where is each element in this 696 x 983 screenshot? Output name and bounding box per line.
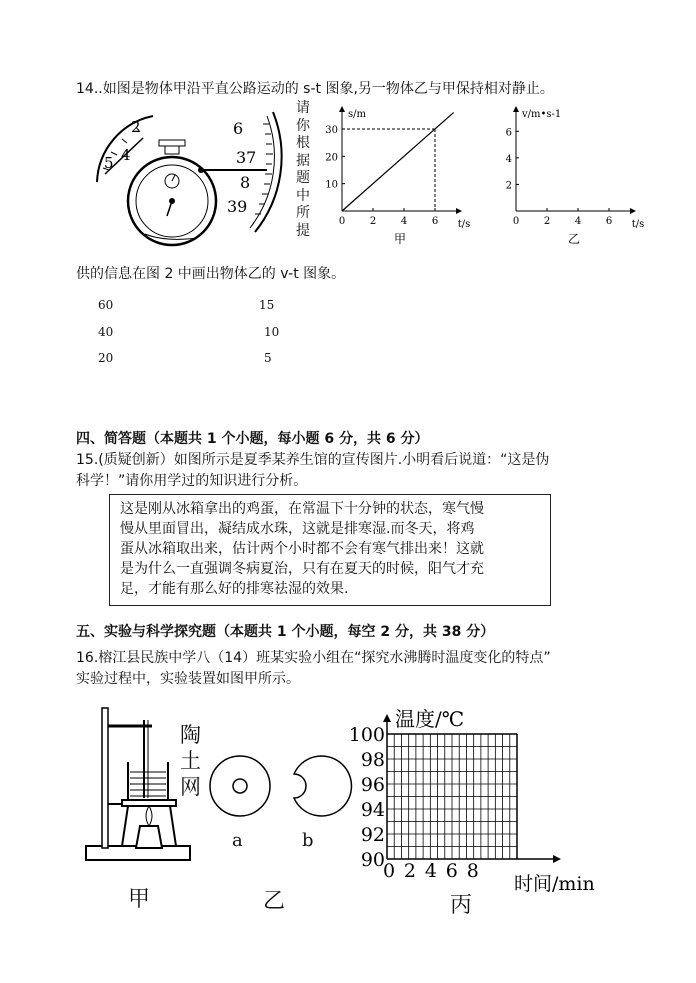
y-axis-arrow bbox=[383, 714, 391, 722]
minute-label-4: 4 bbox=[121, 146, 131, 164]
label-a: a bbox=[232, 830, 243, 851]
q16-line2: 实验过程中，实验装置如图甲所示。 bbox=[76, 671, 300, 687]
table-cell: 5 bbox=[264, 351, 272, 365]
caption-yi: 乙 bbox=[263, 889, 286, 914]
q14-line2: 供的信息在图 2 中画出物体乙的 v-t 图象。 bbox=[76, 266, 346, 282]
x-tick-label: 6 bbox=[605, 216, 613, 227]
second-label-6: 6 bbox=[233, 119, 244, 138]
box-line: 是为什么一直强调冬病夏治，只有在夏天的时候，阳气才充 bbox=[120, 561, 484, 577]
y-tick-label: 90 bbox=[360, 849, 385, 871]
y-tick-label: 20 bbox=[325, 152, 338, 164]
table-cell: 20 bbox=[98, 351, 114, 365]
y-axis-label: s/m bbox=[348, 109, 366, 120]
vertical-char: 提 bbox=[296, 222, 310, 239]
bubble-diagrams bbox=[208, 752, 348, 824]
vertical-char: 所 bbox=[296, 205, 310, 221]
y-tick-label: 10 bbox=[325, 179, 338, 191]
x-tick-label: 6 bbox=[431, 216, 439, 227]
y-tick-label: 30 bbox=[325, 124, 338, 136]
x-tick-label: 2 bbox=[369, 216, 377, 227]
y-axis-label: v/m•s-1 bbox=[522, 109, 562, 120]
chart-v-t bbox=[496, 104, 645, 250]
x-tick-label: 0 bbox=[338, 216, 346, 227]
second-label-8: 8 bbox=[240, 173, 251, 192]
y-axis-label: 温度/℃ bbox=[395, 707, 465, 731]
section5-heading: 五、实验与科学探究题（本题共 1 个小题，每空 2 分，共 38 分） bbox=[76, 624, 495, 640]
box-line: 足，才能有那么好的排寒祛湿的效果. bbox=[120, 581, 349, 597]
vertical-char: 请 bbox=[296, 100, 310, 116]
y-axis-arrow bbox=[513, 106, 519, 112]
chart-s-t bbox=[322, 104, 474, 250]
q14-vertical-text bbox=[294, 100, 312, 240]
data-line bbox=[342, 129, 435, 211]
caption-bing: 丙 bbox=[450, 893, 473, 918]
vertical-char: 你 bbox=[296, 117, 310, 134]
label-char: 陶 bbox=[180, 723, 201, 747]
y-tick-label: 4 bbox=[505, 153, 512, 165]
q15-line2: 科学！”请你用学过的知识进行分析。 bbox=[76, 473, 308, 489]
chart-caption: 乙 bbox=[567, 232, 581, 246]
y-tick-label: 2 bbox=[505, 180, 512, 192]
y-tick-label: 98 bbox=[360, 749, 385, 771]
y-tick-label: 96 bbox=[360, 774, 385, 796]
caption-jia: 甲 bbox=[128, 887, 151, 912]
vertical-char: 根 bbox=[296, 135, 310, 151]
x-tick-label: 0 bbox=[382, 860, 396, 882]
x-axis-label: t/s bbox=[457, 219, 471, 230]
chart-caption: 甲 bbox=[393, 232, 407, 246]
label-char: 网 bbox=[180, 775, 201, 799]
label-char: 土 bbox=[180, 749, 201, 773]
x-tick-label: 4 bbox=[424, 860, 437, 882]
box-line: 这是刚从冰箱拿出的鸡蛋，在常温下十分钟的状态，寒气慢 bbox=[120, 501, 484, 517]
x-axis-label: 时间/min bbox=[514, 873, 595, 895]
label-b: b bbox=[302, 830, 314, 851]
table-cell: 40 bbox=[98, 325, 114, 339]
minute-label-5: 5 bbox=[104, 154, 114, 172]
gauze-label bbox=[180, 722, 201, 800]
box-line: 慢从里面冒出，凝结成水珠，这就是排寒湿.而冬天，将鸡 bbox=[120, 521, 475, 537]
section4-heading: 四、简答题（本题共 1 个小题，每小题 6 分，共 6 分） bbox=[76, 431, 429, 447]
x-tick-label: 2 bbox=[403, 860, 416, 882]
x-axis-label: t/s bbox=[631, 219, 645, 230]
stopwatch-figure bbox=[95, 104, 285, 244]
chart-temperature-time bbox=[342, 706, 632, 894]
q16-line1: 16.榕江县民族中学八（14）班某实验小组在“探究水沸腾时温度变化的特点” bbox=[76, 650, 551, 666]
y-tick-label: 94 bbox=[360, 799, 385, 821]
table-cell: 15 bbox=[259, 298, 275, 312]
vertical-char: 据 bbox=[296, 152, 310, 169]
q14-line1: 14..如图是物体甲沿平直公路运动的 s-t 图象,另一物体乙与甲保持相对静止。 bbox=[76, 81, 554, 97]
x-axis-arrow bbox=[553, 855, 561, 863]
minute-label-2: 2 bbox=[131, 118, 141, 136]
second-label-39: 39 bbox=[227, 197, 248, 216]
x-tick-label: 6 bbox=[445, 860, 458, 882]
x-tick-label: 8 bbox=[466, 860, 479, 882]
table-cell: 60 bbox=[98, 298, 114, 312]
y-tick-label: 100 bbox=[348, 724, 385, 746]
y-axis-arrow bbox=[339, 106, 345, 112]
x-axis-arrow bbox=[456, 208, 462, 214]
x-tick-label: 0 bbox=[512, 216, 520, 227]
vertical-char: 题 bbox=[296, 170, 310, 186]
x-tick-label: 4 bbox=[574, 216, 582, 227]
table-cell: 10 bbox=[264, 325, 280, 339]
x-tick-label: 4 bbox=[400, 216, 408, 227]
x-tick-label: 2 bbox=[543, 216, 551, 227]
y-tick-label: 6 bbox=[505, 127, 512, 139]
second-label-37: 37 bbox=[236, 148, 257, 167]
q15-line1: 15.(质疑创新）如图所示是夏季某养生馆的宣传图片.小明看后说道：“这是伪 bbox=[76, 452, 550, 468]
data-line-extension bbox=[435, 113, 454, 129]
x-axis-arrow bbox=[630, 208, 636, 214]
vertical-char: 中 bbox=[296, 187, 310, 204]
box-line: 蛋从冰箱取出来，估计两个小时都不会有寒气排出来！这就 bbox=[120, 541, 484, 557]
y-tick-label: 92 bbox=[360, 824, 385, 846]
advert-text-box bbox=[109, 494, 551, 606]
